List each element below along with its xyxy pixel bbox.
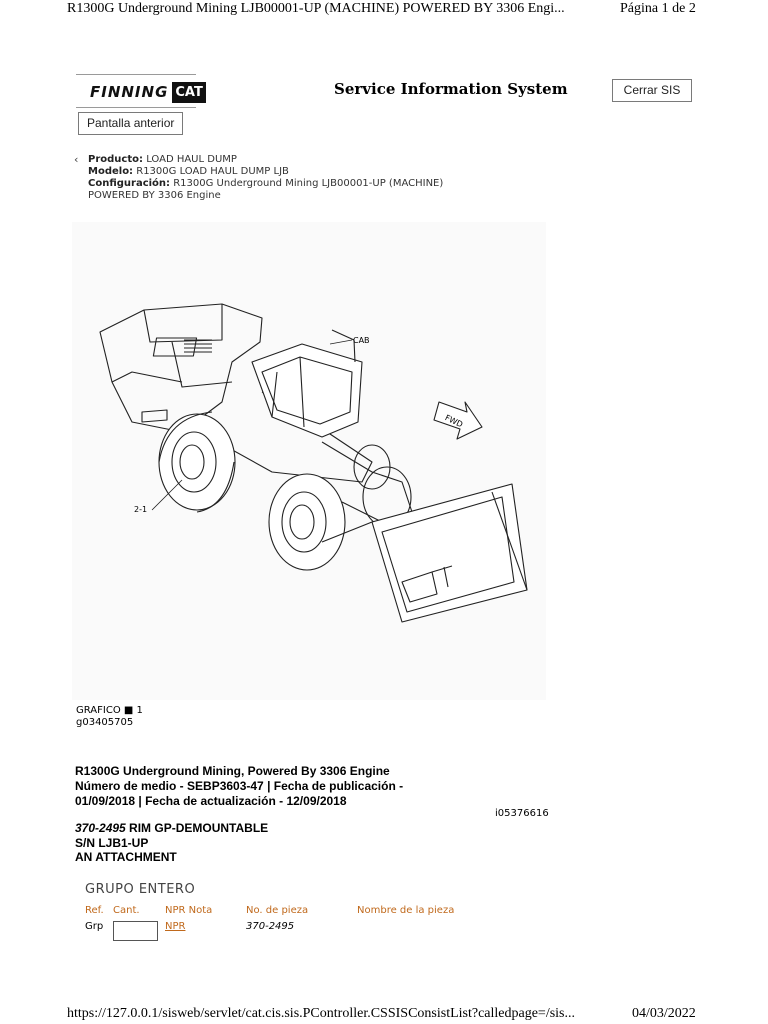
group-title: GRUPO ENTERO bbox=[85, 882, 196, 897]
part-info bbox=[75, 821, 268, 865]
grafico-label: GRAFICO ■ 1 bbox=[76, 705, 143, 716]
header-divider-bottom bbox=[76, 107, 196, 108]
row-part-number: 370-2495 bbox=[246, 921, 295, 932]
product-value: LOAD HAUL DUMP bbox=[146, 154, 237, 165]
logo-text: FINNING bbox=[90, 83, 169, 101]
print-date: 04/03/2022 bbox=[632, 1006, 696, 1021]
print-header bbox=[0, 0, 768, 20]
attachment-note: AN ATTACHMENT bbox=[75, 850, 177, 864]
config-value-line2: POWERED BY 3306 Engine bbox=[88, 190, 221, 201]
document-info bbox=[75, 764, 403, 809]
close-sis-button[interactable]: Cerrar SIS bbox=[612, 79, 692, 102]
callout-2-1: 2-1 bbox=[134, 505, 148, 514]
previous-screen-button[interactable]: Pantalla anterior bbox=[78, 112, 183, 135]
quantity-input[interactable] bbox=[113, 921, 158, 941]
part-number: 370-2495 bbox=[75, 821, 126, 835]
config-label: Configuración: bbox=[88, 178, 171, 189]
col-header-npr: NPR Nota bbox=[165, 905, 213, 916]
col-header-part-no: No. de pieza bbox=[246, 905, 309, 916]
document-title: R1300G Underground Mining, Powered By 3306 Engine bbox=[75, 764, 390, 778]
document-id: i05376616 bbox=[495, 808, 549, 819]
col-header-ref: Ref. bbox=[85, 905, 104, 916]
media-number: Número de medio - SEBP3603-47 | Fecha de publicación - bbox=[75, 779, 404, 793]
chevron-left-icon[interactable]: ‹ bbox=[74, 153, 79, 166]
product-label: Producto: bbox=[88, 154, 143, 165]
part-title-row bbox=[75, 821, 268, 836]
model-value: R1300G LOAD HAUL DUMP LJB bbox=[136, 166, 289, 177]
product-info bbox=[76, 154, 443, 202]
header-divider bbox=[76, 74, 196, 75]
part-name: RIM GP-DEMOUNTABLE bbox=[125, 821, 269, 835]
config-value: R1300G Underground Mining LJB00001-UP (MACHINE) bbox=[173, 178, 444, 189]
print-document-title: R1300G Underground Mining LJB00001-UP (MACHINE) POWERED BY 3306 Engi... bbox=[67, 1, 565, 16]
print-page-number: Página 1 de 2 bbox=[620, 1, 696, 16]
callout-cab: CAB bbox=[353, 336, 370, 345]
row-ref: Grp bbox=[85, 921, 104, 932]
model-label: Modelo: bbox=[88, 166, 134, 177]
serial-range: S/N LJB1-UP bbox=[75, 835, 149, 850]
cat-badge: CAT bbox=[172, 82, 205, 103]
print-footer bbox=[0, 1006, 768, 1024]
print-url: https://127.0.0.1/sisweb/servlet/cat.cis.sis.PController.CSSISConsistList?calledpage=/sis... bbox=[67, 1006, 575, 1021]
figure-caption bbox=[76, 705, 143, 729]
model-row bbox=[88, 166, 443, 178]
finning-cat-logo bbox=[90, 79, 206, 105]
col-header-part-name: Nombre de la pieza bbox=[357, 905, 455, 916]
col-header-qty: Cant. bbox=[113, 905, 140, 916]
config-row bbox=[88, 178, 443, 190]
page-title: Service Information System bbox=[334, 80, 568, 98]
callout-fwd: FWD bbox=[443, 413, 465, 430]
graphic-id: g03405705 bbox=[76, 717, 134, 728]
publication-dates: 01/09/2018 | Fecha de actualización - 12/09/2018 bbox=[75, 794, 347, 808]
product-row bbox=[88, 154, 443, 166]
machine-illustration bbox=[72, 222, 546, 700]
npr-link[interactable]: NPR bbox=[165, 921, 186, 932]
load-haul-dump-drawing bbox=[72, 222, 546, 700]
